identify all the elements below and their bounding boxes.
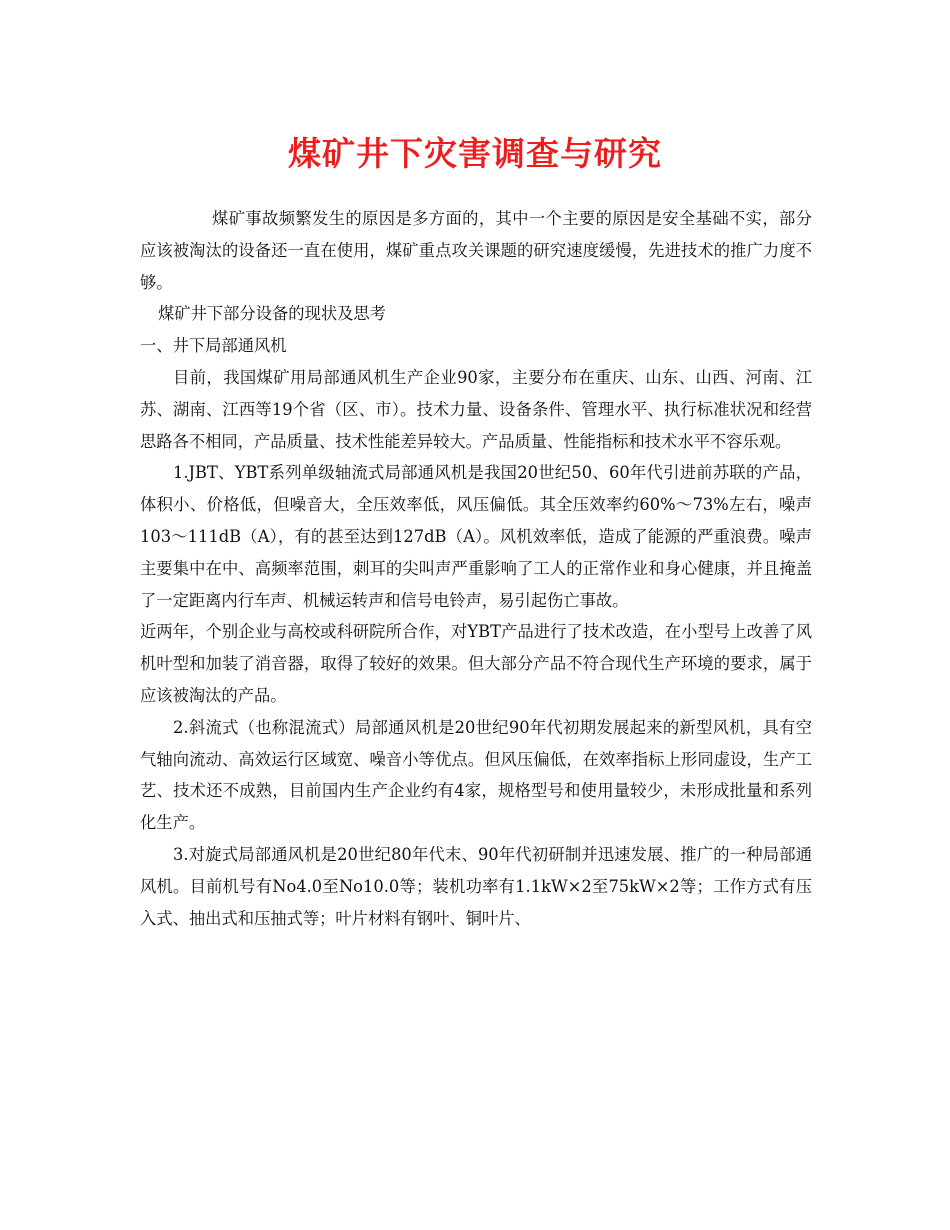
body-paragraph: 1.JBT、YBT系列单级轴流式局部通风机是我国20世纪50、60年代引进前苏联的产品，体积小、价格低，但噪音大，全压效率低，风压偏低。其全压效率约60%～73%左右，噪声103～111dB（A），有的甚至达到127dB（A）。风机效率低，造成了能源的严重浪费。噪声主要集中在中、高频率范围，刺耳的尖叫声严重影响了工人的正常作业和身心健康，并且掩盖了一定距离内行车声、机械运转声和信号电铃声，易引起伤亡事故。 [140, 463, 812, 610]
subsection-heading: 一、井下局部通风机 [140, 336, 287, 356]
intro-paragraph: 煤矿事故频繁发生的原因是多方面的，其中一个主要的原因是安全基础不实，部分应该被淘汰的设备还一直在使用，煤矿重点攻关课题的研究速度缓慢，先进技术的推广力度不够。 [140, 209, 812, 292]
section-heading: 煤矿井下部分设备的现状及思考 [158, 304, 386, 324]
document-body [140, 203, 812, 934]
body-paragraph: 2.斜流式（也称混流式）局部通风机是20世纪90年代初期发展起来的新型风机，具有空气轴向流动、高效运行区域宽、噪音小等优点。但风压偏低，在效率指标上形同虚设，生产工艺、技术还不成熟，目前国内生产企业约有4家，规格型号和使用量较少，未形成批量和系列化生产。 [140, 717, 812, 833]
body-paragraph: 目前，我国煤矿用局部通风机生产企业90家，主要分布在重庆、山东、山西、河南、江苏、湖南、江西等19个省（区、市）。技术力量、设备条件、管理水平、执行标准状况和经营思路各不相同，产品质量、技术性能差异较大。产品质量、性能指标和技术水平不容乐观。 [140, 367, 812, 451]
body-paragraph: 近两年，个别企业与高校或科研院所合作，对YBT产品进行了技术改造，在小型号上改善了风机叶型和加装了消音器，取得了较好的效果。但大部分产品不符合现代生产环境的要求，属于应该被淘汰的产品。 [140, 622, 812, 705]
body-paragraph: 3.对旋式局部通风机是20世纪80年代末、90年代初研制并迅速发展、推广的一种局部通风机。目前机号有No4.0至No10.0等；装机功率有1.1kW×2至75kW×2等；工作方式有压入式、抽出式和压抽式等；叶片材料有钢叶、铜叶片、 [140, 844, 812, 928]
document-title: 煤矿井下灾害调查与研究 [288, 134, 662, 173]
